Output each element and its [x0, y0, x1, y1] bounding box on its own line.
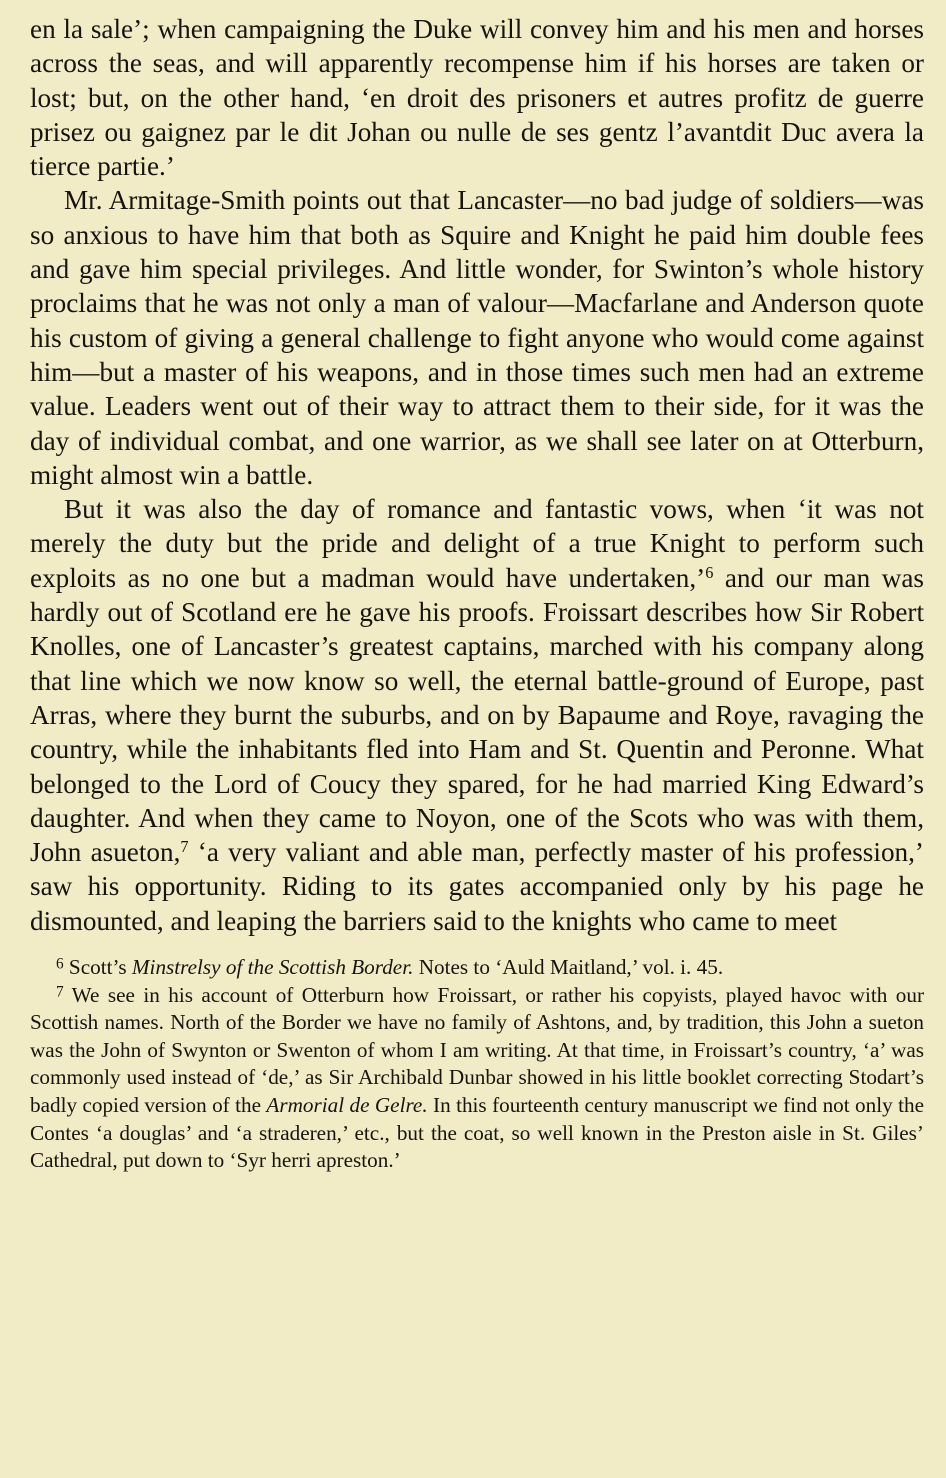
- footnote-6-pre: Scott’s: [63, 955, 132, 980]
- footnote-7-part-1: We see in his account of Otterburn how Froissart, or rather his copyists, played havoc with our Scottish names. North of the Border we have no family of Ashtons, and, by tradition, this John a sueton was the John of Swynton or Swenton of whom I am writing. At that time, in Froissart’s country, ‘a’ was commonly used instead of ‘de,’ as Sir Archibald Dunbar showed in his little booklet correcting Stodart’s badly copied version of the: [30, 982, 924, 1117]
- footnote-ref-6: 6: [705, 562, 714, 582]
- footnote-6-post: Notes to ‘Auld Maitland,’ vol. i. 45.: [413, 955, 724, 980]
- body-text: [30, 12, 924, 938]
- footnote-ref-7: 7: [180, 837, 189, 857]
- footnotes: [30, 954, 924, 1175]
- footnote-6: [30, 954, 924, 982]
- footnote-6-number: 6: [56, 955, 64, 973]
- footnote-7-part-2: In this fourteenth century manuscript we find not only the Contes ‘a douglas’ and ‘a straderen,’ etc., but the coat, so well known in the Preston aisle in St. Giles’ Cathedral, put down to ‘Syr herri apreston.’: [30, 1092, 924, 1173]
- footnote-7: [30, 982, 924, 1175]
- paragraph-2: Mr. Armitage-Smith points out that Lancaster—no bad judge of soldiers—was so anxious to have him that both as Squire and Knight he paid him double fees and gave him special privileges. And little wonder, for Swinton’s whole history proclaims that he was not only a man of valour—Macfarlane and Anderson quote his custom of giving a general challenge to fight anyone who would come against him—but a master of his weapons, and in those times such men had an extreme value. Leaders went out of their way to attract them to their side, for it was the day of individual combat, and one warrior, as we shall see later on at Otterburn, might almost win a battle.: [30, 185, 924, 490]
- footnote-7-number: 7: [56, 983, 64, 1001]
- paragraph-3-part-2: and our man was hardly out of Scotland ere he gave his proofs. Froissart describes how Sir Robert Knolles, one of Lancaster’s greatest captains, marched with his company along that line which we now know so well, the eternal battle-ground of Europe, past Arras, where they burnt the suburbs, and on by Bapaume and Roye, ravaging the country, while the inhabitants fled into Ham and St. Quentin and Peronne. What belonged to the Lord of Coucy they spared, for he had married King Edward’s daughter. And when they came to Noyon, one of the Scots who was with them, John asueton,: [30, 562, 924, 868]
- footnote-6-title: Minstrelsy of the Scottish Border.: [131, 955, 414, 980]
- paragraph-3-part-3: ‘a very valiant and able man, perfectly master of his profession,’ saw his opportunity. Riding to its gates accompanied only by his page he dismounted, and leaping the barriers said to the knights who came to meet: [30, 837, 924, 936]
- footnote-7-title: Armorial de Gelre.: [266, 1092, 428, 1117]
- paragraph-1: en la sale’; when campaigning the Duke will convey him and his men and horses across the seas, and will apparently recompense him if his horses are taken or lost; but, on the other hand, ‘en droit des prisoners et autres profitz de guerre prisez ou gaignez par le dit Johan ou nulle de ses gentz l’avantdit Duc avera la tierce partie.’: [30, 14, 924, 182]
- paragraph-3-part-1: But it was also the day of romance and fantastic vows, when ‘it was not merely the duty but the pride and delight of a true Knight to perform such exploits as no one but a madman would have undertaken,’: [30, 494, 924, 593]
- paragraph-3: [30, 492, 924, 938]
